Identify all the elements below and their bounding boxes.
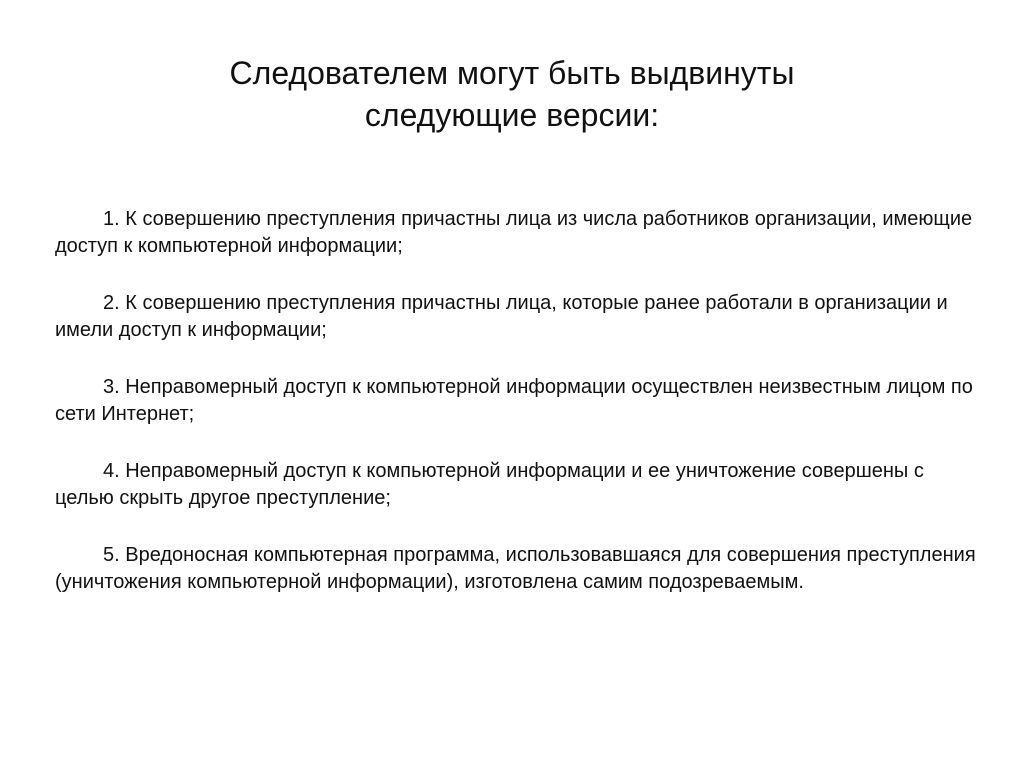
version-item-3: 3. Неправомерный доступ к компьютерной информации осуществлен неизвестным лицом по сети Интернет; xyxy=(55,376,973,425)
slide-title-line-2: следующие версии: xyxy=(364,97,660,133)
version-item-4: 4. Неправомерный доступ к компьютерной информации и ее уничтожение совершены с целью скрыть другое преступление; xyxy=(55,460,924,509)
versions-list xyxy=(55,206,985,626)
version-item-1: 1. К совершению преступления причастны лица из числа работников организации, имеющие доступ к компьютерной информации; xyxy=(55,208,973,257)
version-item-5: 5. Вредоносная компьютерная программа, использовавшаяся для совершения преступления (уничтожения компьютерной информации), изготовлена самим подозреваемым. xyxy=(55,544,976,593)
version-item-2: 2. К совершению преступления причастны лица, которые ранее работали в организации и имели доступ к информации; xyxy=(55,292,948,341)
slide-title xyxy=(0,52,1024,136)
slide-title-line-1: Следователем могут быть выдвинуты xyxy=(229,55,795,91)
